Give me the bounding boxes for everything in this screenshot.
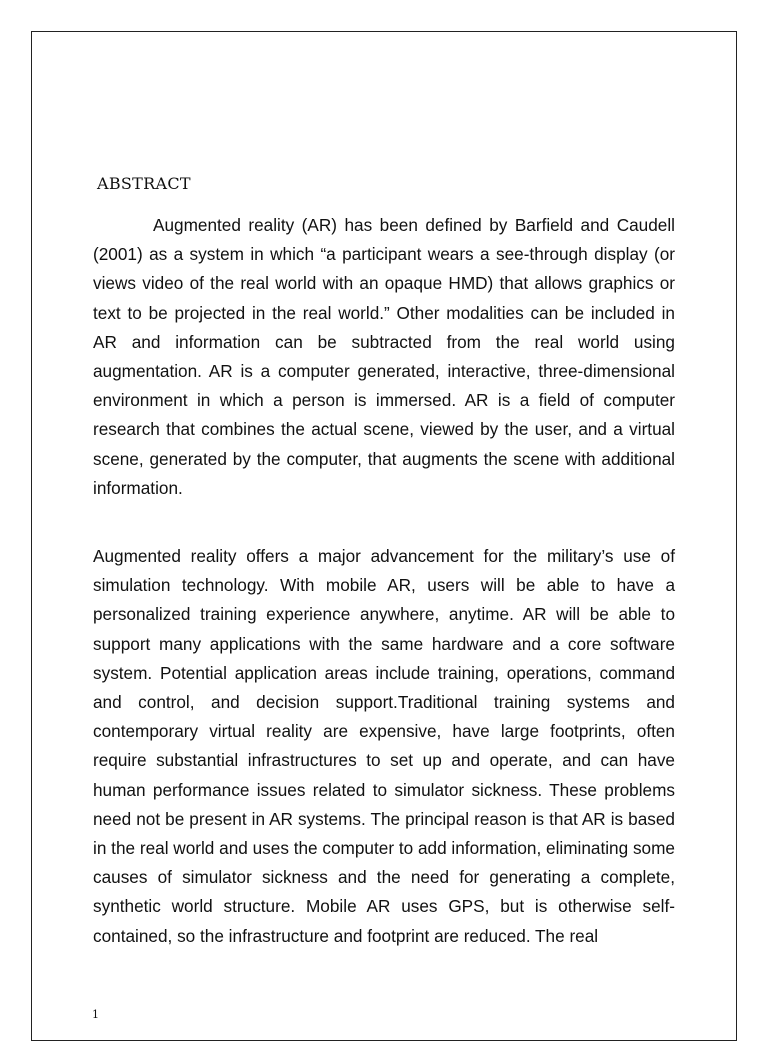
abstract-paragraph-2: Augmented reality offers a major advancement for the military’s use of simulation technology. With mobile AR, users will be able to have a personalized training experience anywhere, anytime. AR will be able to support many applications with the same hardware and a core software system. Potential application areas include training, operations, command and control, and decision support.Traditional training systems and contemporary virtual reality are expensive, have large footprints, often require substantial infrastructures to set up and operate, and can have human performance issues related to simulator sickness. These problems need not be present in AR systems. The principal reason is that AR is based in the real world and uses the computer to add information, eliminating some causes of simulator sickness and the need for generating a complete, synthetic world structure. Mobile AR uses GPS, but is otherwise self-contained, so the infrastructure and footprint are reduced. The real	[93, 546, 675, 946]
abstract-heading: ABSTRACT	[97, 174, 191, 193]
page-number: 1	[92, 1008, 99, 1021]
abstract-paragraph-1: Augmented reality (AR) has been defined by Barfield and Caudell (2001) as a system in which “a participant wears a see-through display (or views video of the real world with an opaque HMD) that allows graphics or text to be projected in the real world.” Other modalities can be included in AR and information can be subtracted from the real world using augmentation. AR is a computer generated, interactive, three-dimensional environment in which a person is immersed. AR is a field of computer research that combines the actual scene, viewed by the user, and a virtual scene, generated by the computer, that augments the scene with additional information.	[93, 215, 675, 498]
